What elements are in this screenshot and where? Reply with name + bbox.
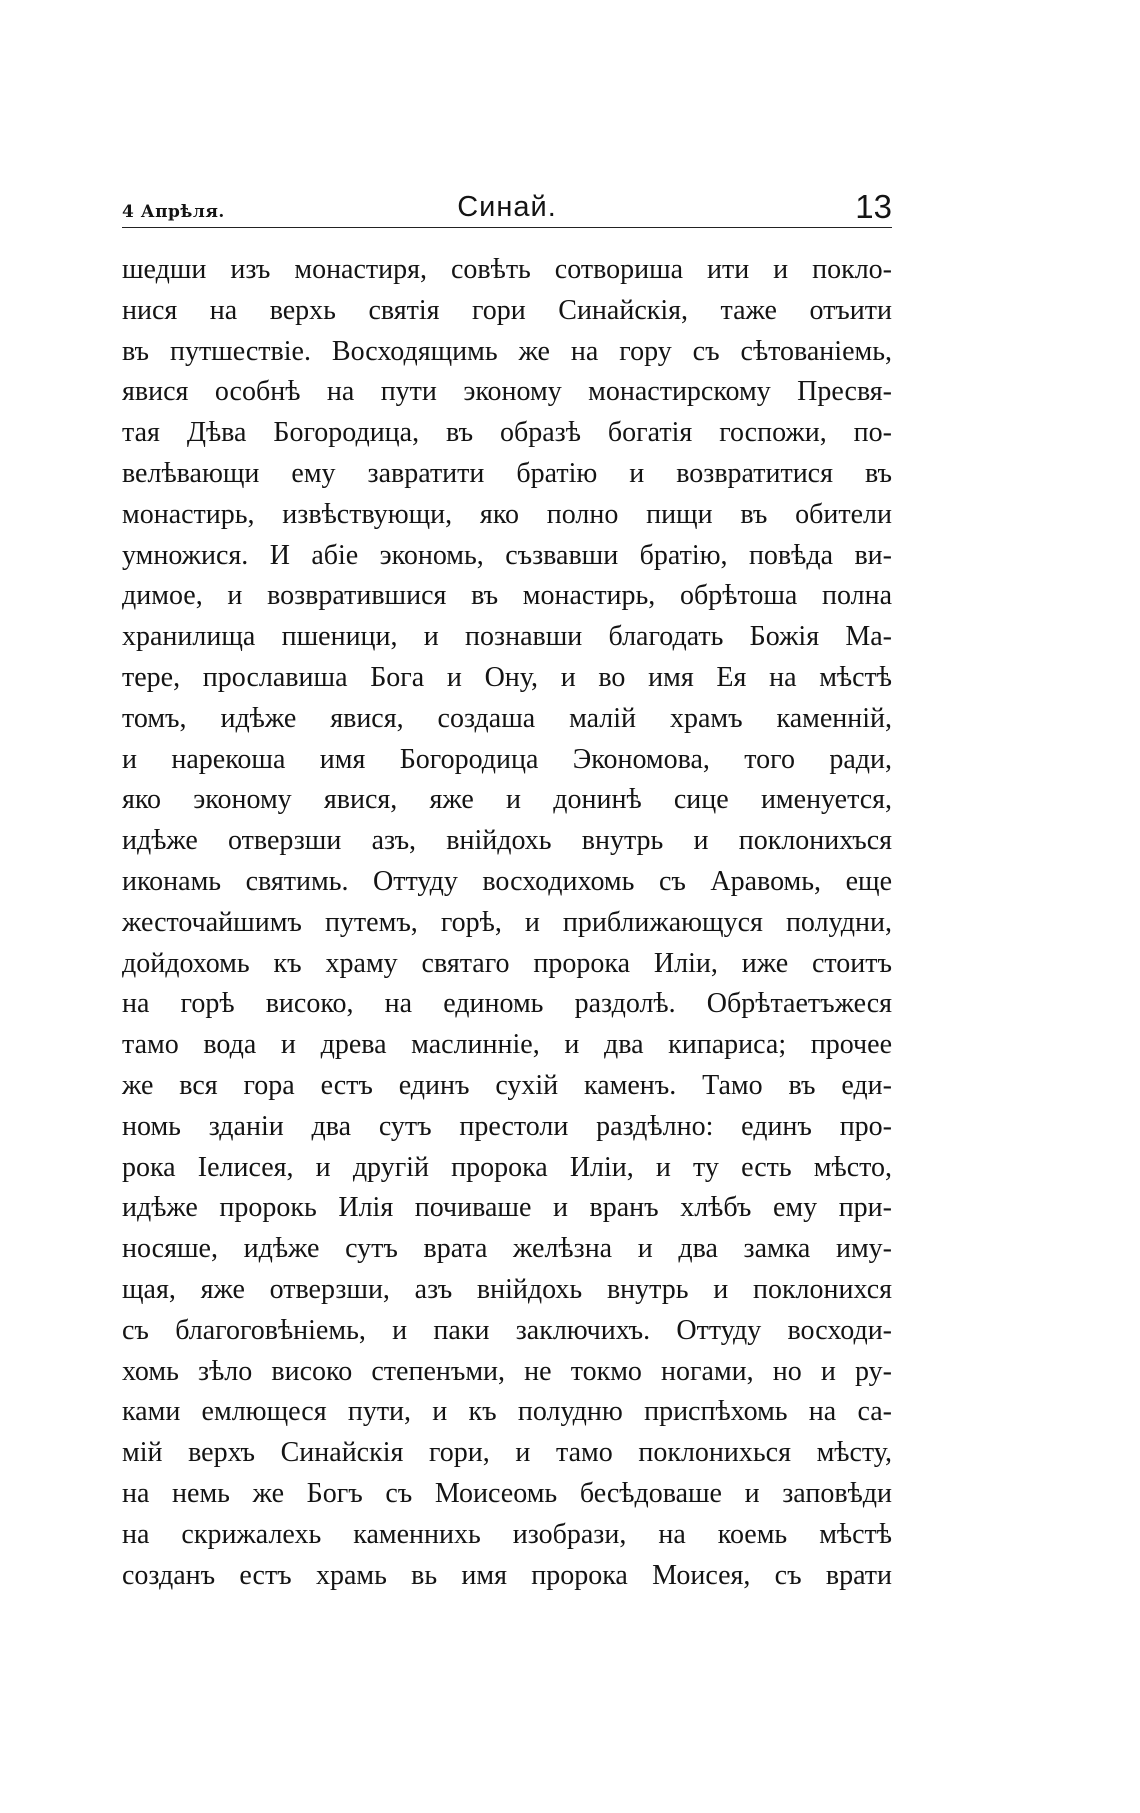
text-line: рока Іелисея, и другій пророка Иліи, и ту есть мѣсто, xyxy=(122,1151,892,1183)
running-head xyxy=(122,178,892,226)
text-line: же вся гора естъ единъ сухій каменъ. Тамо въ еди- xyxy=(122,1069,892,1101)
text-line: томъ, идѣже явися, создаша малій храмъ каменній, xyxy=(122,702,892,734)
page-number: 13 xyxy=(855,188,892,225)
text-line: идѣже отверзши азъ, внійдохь внутрь и поклонихъся xyxy=(122,825,892,857)
header-rule xyxy=(122,227,892,228)
text-line: на скрижалехь каменнихь изобрази, на коемь мѣстѣ xyxy=(122,1518,892,1550)
text-line: тере, прославиша Бога и Ону, и во имя Ея на мѣстѣ xyxy=(122,661,892,693)
text-line: димое, и возвратившися въ монастирь, обрѣтоша полна xyxy=(122,580,892,612)
text-line: хранилища пшеници, и познавши благодать Божія Ма- xyxy=(122,621,892,653)
text-line: ками емлющеся пути, и къ полудню приспѣхомь на са- xyxy=(122,1396,892,1428)
text-line: тамо вода и древа маслинніе, и два кипариса; прочее xyxy=(122,1029,892,1061)
running-head-date: 4 Апрѣля. xyxy=(122,202,225,222)
text-line: умножися. И абіе экономь, съзвавши братію, повѣда ви- xyxy=(122,539,892,571)
text-line: номь зданіи два сутъ престоли раздѣлно: единъ про- xyxy=(122,1110,892,1142)
text-line: велѣвающи ему завратити братію и возвратитися въ xyxy=(122,457,892,489)
text-line: носяше, идѣже сутъ врата желѣзна и два замка иму- xyxy=(122,1233,892,1265)
text-line: нися на верхь святія гори Синайскія, таже отъити xyxy=(122,294,892,326)
text-line: на горѣ високо, на единомь раздолѣ. Обрѣтаетъжеся xyxy=(122,988,892,1020)
text-line: щая, яже отверзши, азъ внійдохь внутрь и поклонихся xyxy=(122,1273,892,1305)
text-line: идѣже пророкь Илія почиваше и вранъ хлѣбъ ему при- xyxy=(122,1192,892,1224)
body-text xyxy=(122,250,892,1596)
text-line: съ благоговѣніемь, и паки заключихъ. Оттуду восходи- xyxy=(122,1314,892,1346)
text-line: шедши изъ монастиря, совѣть сотвориша ити и покло- xyxy=(122,254,892,285)
text-line: созданъ естъ храмь вь имя пророка Моисея, съ врати xyxy=(122,1559,892,1591)
text-line: яко эконому явися, яже и донинѣ сице именуется, xyxy=(122,784,892,816)
text-line: тая Дѣва Богородица, въ образѣ богатія госпожи, по- xyxy=(122,417,892,449)
text-line: иконамь святимь. Оттуду восходихомь съ Аравомь, еще xyxy=(122,865,892,897)
text-line: явися особнѣ на пути эконому монастирскому Пресвя- xyxy=(122,376,892,408)
running-head-title: Синай. xyxy=(457,191,557,223)
text-line: въ путшествіе. Восходящимь же на гору съ сѣтованіемь, xyxy=(122,335,892,367)
text-line: монастирь, извѣствующи, яко полно пищи въ обители xyxy=(122,498,892,530)
text-line: и нарекоша имя Богородица Экономова, того ради, xyxy=(122,743,892,775)
text-line: мій верхъ Синайскія гори, и тамо поклонихься мѣсту, xyxy=(122,1437,892,1469)
text-line: хомь зѣло високо степенъми, не токмо ногами, но и ру- xyxy=(122,1355,892,1387)
text-line: дойдохомь къ храму святаго пророка Иліи, иже стоитъ xyxy=(122,947,892,979)
text-line: на немь же Богъ съ Моисеомь бесѣдоваше и заповѣди xyxy=(122,1477,892,1509)
text-line: жесточайшимъ путемъ, горѣ, и приближающуся полудни, xyxy=(122,906,892,938)
